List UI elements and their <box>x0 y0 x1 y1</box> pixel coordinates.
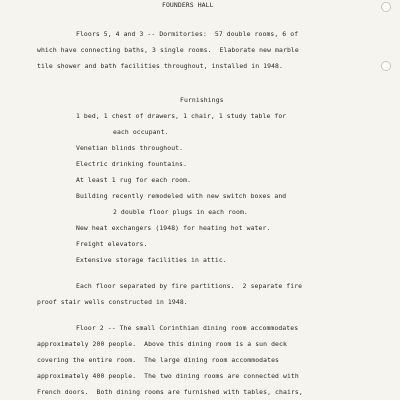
furnishing-item: Building recently remodeled with new switch boxes and <box>76 192 287 200</box>
furnishing-item: each occupant. <box>113 128 169 136</box>
furnishing-item: At least 1 rug for each room. <box>76 176 192 184</box>
floor2-line: French doors. Both dining rooms are furnished with tables, chairs, <box>37 388 303 396</box>
intro-line: Floors 5, 4 and 3 -- Dormitories: 57 double rooms, 6 of <box>76 30 299 38</box>
furnishing-item: Venetian blinds throughout. <box>76 144 184 152</box>
fire-line: Each floor separated by fire partitions. 2 separate fire <box>76 282 303 290</box>
floor2-line: Floor 2 -- The small Corinthian dining room accommodates <box>76 324 299 332</box>
document-title: FOUNDERS HALL <box>162 1 214 9</box>
intro-line: tile shower and bath facilities throughout, installed in 1948. <box>37 62 283 70</box>
floor2-line: covering the entire room. The large dining room accommodates <box>37 356 280 364</box>
intro-line: which have connecting baths, 3 single rooms. Elaborate new marble <box>37 46 299 54</box>
furnishing-item: 1 bed, 1 chest of drawers, 1 chair, 1 study table for <box>76 112 287 120</box>
punch-hole <box>381 61 391 71</box>
floor2-line: approximately 400 people. The two dining rooms are connected with <box>37 372 299 380</box>
floor2-line: approximately 200 people. Above this dining room is a sun deck <box>37 340 287 348</box>
furnishing-item: Extensive storage facilities in attic. <box>76 256 227 264</box>
fire-line: proof stair wells constructed in 1948. <box>37 298 188 306</box>
furnishings-heading: Furnishings <box>180 96 224 104</box>
furnishing-item: New heat exchangers (1948) for heating hot water. <box>76 224 271 232</box>
punch-hole <box>381 2 391 12</box>
furnishing-item: Freight elevators. <box>76 240 148 248</box>
furnishing-item: 2 double floor plugs in each room. <box>113 208 248 216</box>
furnishing-item: Electric drinking fountains. <box>76 160 188 168</box>
